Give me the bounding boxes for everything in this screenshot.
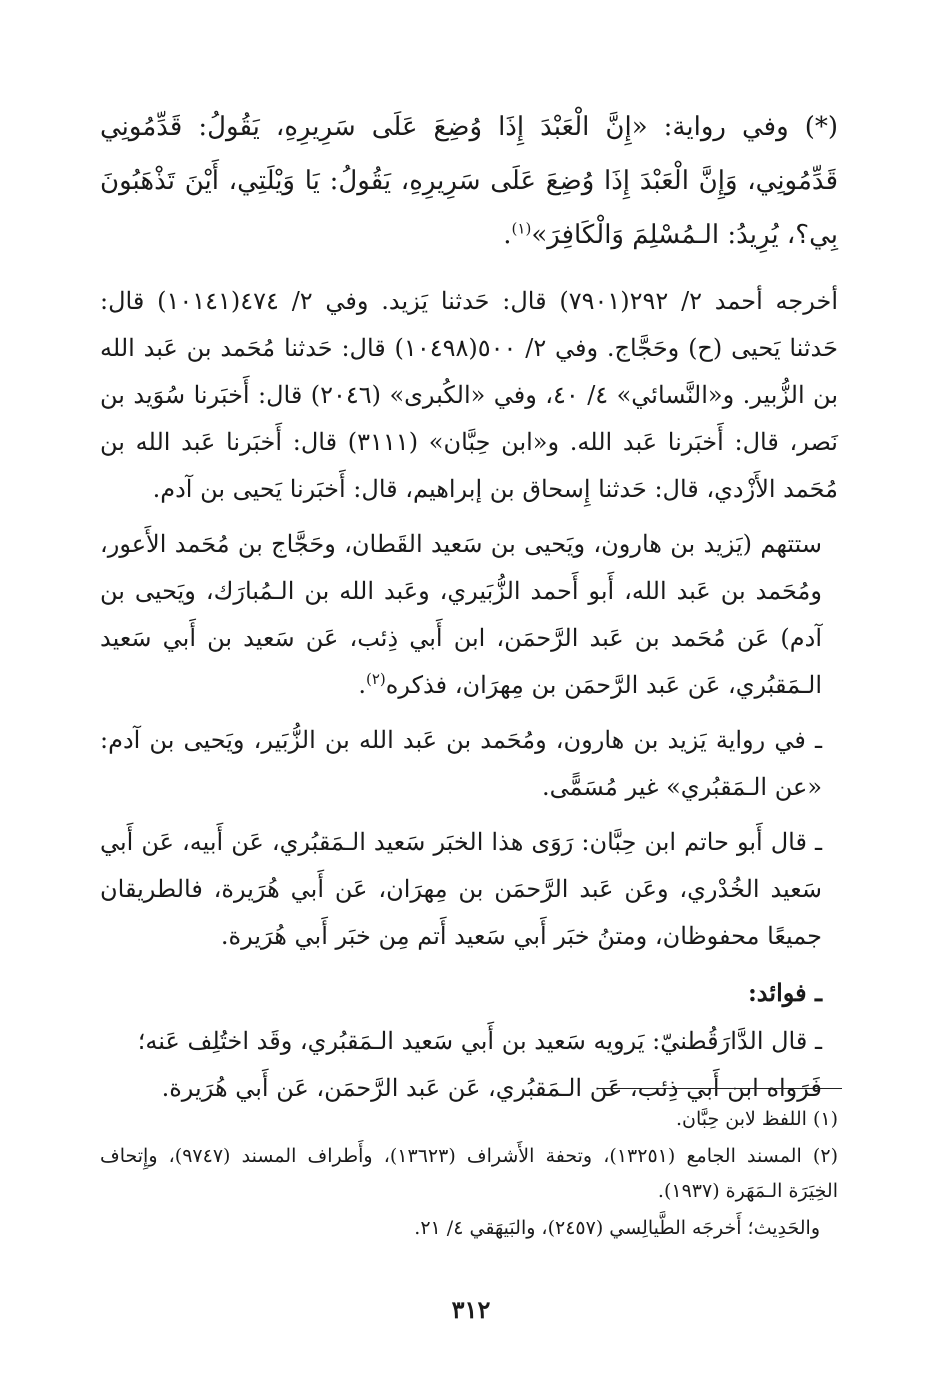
footnote-2: (٢) المسند الجامع (١٣٢٥١)، وتحفة الأَشراف (١٣٦٢٣)، وأَطراف المسند (٩٧٤٧)، وإِتحاف الخِيَرَة الـمَهَرة (١٩٣٧). xyxy=(100,1145,838,1202)
footnote-2-continuation: والحَدِيث؛ أَخرجَه الطَّيالِسي (٢٤٥٧)، والبَيهَقي ٤/ ٢١. xyxy=(414,1217,820,1239)
footnote-marker-1[interactable]: (١) xyxy=(511,219,532,238)
fawaid-heading: ـ فوائد: xyxy=(747,978,822,1007)
footnotes-section xyxy=(100,1102,838,1248)
footnote-1: (١) اللفظ لابن حِبَّان. xyxy=(675,1108,838,1130)
fawaid-line-1: ـ قال الدَّارَقُطنيّ: يَرويه سَعيد بن أَبي سَعيد الـمَقبُري، وقَد اختُلِف عَنه؛ xyxy=(137,1027,822,1055)
footnote-marker-2[interactable]: (٢) xyxy=(365,670,386,688)
note-ibn-hibban-paragraph: ـ قال أَبو حاتم ابن حِبَّان: رَوَى هذا الخبَر سَعيد الـمَقبُري، عَن أَبيه، عَن أَبي سَعيد الخُدْري، وعَن عَبد الرَّحمَن بن مِهرَان، عَن أَبي هُرَيرة، فالطريقان جميعًا محفوظان، ومتنُ خبَر أَبي سَعيد أَتم مِن خبَر أَبي هُرَيرة. xyxy=(100,828,822,950)
fawaid-line-2: فَرَواه ابن أَبي ذِئب، عَن الـمَقبُري، عَن عَبد الرَّحمَن، عَن أَبي هُرَيرة. xyxy=(161,1074,822,1102)
chain-text: ستتهم (يَزيد بن هارون، ويَحيى بن سَعيد القَطان، وحَجَّاج بن مُحَمد الأَعور، ومُحَمد بن عَبد الله، أَبو أَحمد الزُّبَيري، وعَبد الله بن الـمُبارَك، ويَحيى بن آدم) عَن مُحَمد بن عَبد الرَّحمَن، ابن أَبي ذِئب، عَن سَعيد بن أَبي سَعيد الـمَقبُري، عَن عَبد الرَّحمَن بن مِهرَان، فذكره xyxy=(100,530,822,699)
page-number: ٣١٢ xyxy=(451,1295,491,1324)
main-content xyxy=(100,100,838,1120)
hadith-text-paragraph: (*) وفي رواية: «إِنَّ الْعَبْدَ إِذَا وُضِعَ عَلَى سَرِيرِهِ، يَقُولُ: قَدِّمُونِي قَدِّمُونِي، وَإِنَّ الْعَبْدَ إِذَا وُضِعَ عَلَى سَرِيرِهِ، يَقُولُ: يَا وَيْلَتِي، أَيْنَ تَذْهَبُونَ بِي؟، يُرِيدُ: الـمُسْلِمَ وَالْكَافِرَ»$^{(١)}$. xyxy=(100,112,838,250)
footnote-divider xyxy=(598,1088,842,1089)
hadith-text: (*) وفي رواية: «إِنَّ الْعَبْدَ إِذَا وُضِعَ عَلَى سَرِيرِهِ، يَقُولُ: قَدِّمُونِي قَدِّمُونِي، وَإِنَّ الْعَبْدَ إِذَا وُضِعَ عَلَى سَرِيرِهِ، يَقُولُ: يَا وَيْلَتِي، أَيْنَ تَذْهَبُونَ بِي؟، يُرِيدُ: الـمُسْلِمَ وَالْكَافِرَ» xyxy=(100,112,838,250)
chain-paragraph: ستتهم (يَزيد بن هارون، ويَحيى بن سَعيد القَطان، وحَجَّاج بن مُحَمد الأَعور، ومُحَمد بن عَبد الله، أَبو أَحمد الزُّبَيري، وعَبد الله بن الـمُبارَك، ويَحيى بن آدم) عَن مُحَمد بن عَبد الرَّحمَن، ابن أَبي ذِئب، عَن سَعيد بن أَبي سَعيد الـمَقبُري، عَن عَبد الرَّحمَن بن مِهرَان، فذكره$^{(٢)}$. xyxy=(100,530,822,699)
takhrij-paragraph: أخرجه أحمد ٢/ ٢٩٢(٧٩٠١) قال: حَدثنا يَزيد. وفي ٢/ ٤٧٤(١٠١٤١) قال: حَدثنا يَحيى (ح) وحَجَّاج. وفي ٢/ ٥٠٠(١٠٤٩٨) قال: حَدثنا مُحَمد بن عَبد الله بن الزُّبير. و«النَّسائي» ٤/ ٤٠، وفي «الكُبرى» (٢٠٤٦) قال: أَخبَرنا سُوَيد بن نَصر، قال: أَخبَرنا عَبد الله. و«ابن حِبَّان» (٣١١١) قال: أَخبَرنا عَبد الله بن مُحَمد الأَزْدي، قال: حَدثنا إِسحاق بن إبراهيم، قال: أَخبَرنا يَحيى بن آدم. xyxy=(100,287,838,503)
note-narration-paragraph: ـ في رواية يَزيد بن هارون، ومُحَمد بن عَبد الله بن الزُّبَير، ويَحيى بن آدم: «عن الـمَقبُري» غير مُسَمًّى. xyxy=(100,726,822,801)
